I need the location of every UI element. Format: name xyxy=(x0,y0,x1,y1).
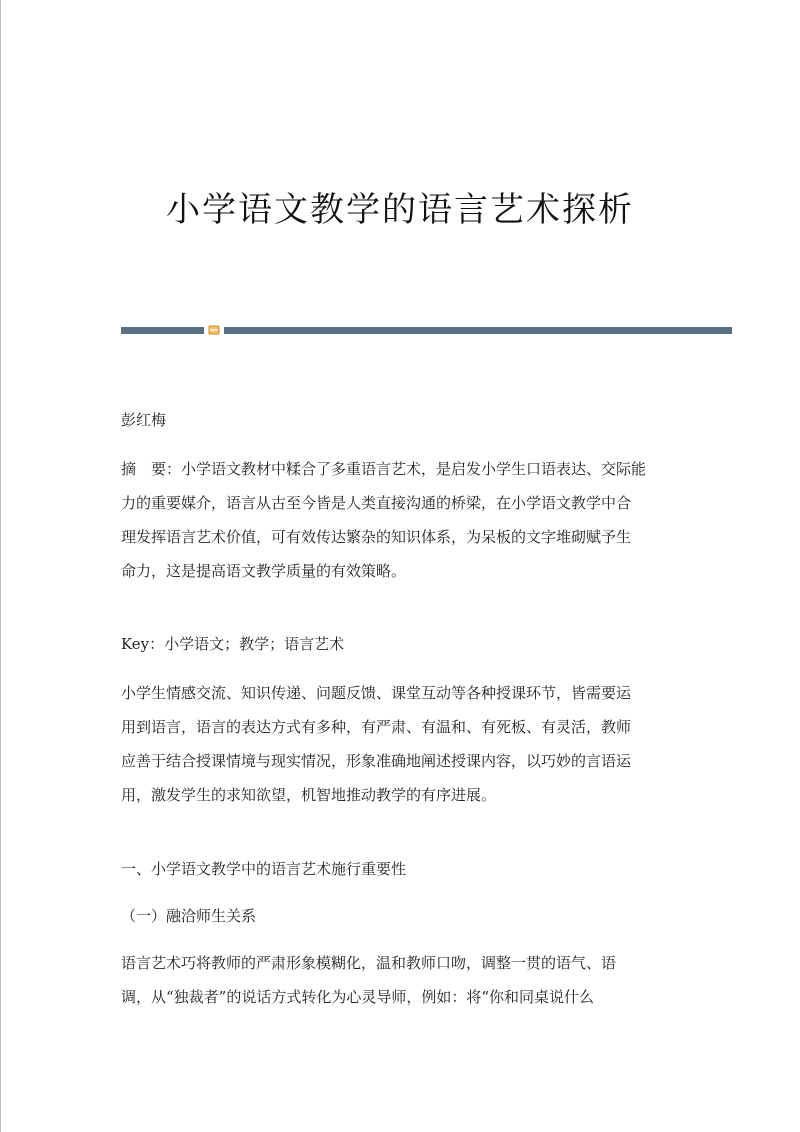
divider-ornament-icon xyxy=(208,324,220,336)
intro-paragraph xyxy=(121,676,661,812)
abstract-line: 力的重要媒介，语言从古至今皆是人类直接沟通的桥梁，在小学语文教学中合 xyxy=(121,494,632,512)
abstract-line: 摘 要：小学语文教材中糅合了多重语言艺术，是启发小学生口语表达、交际能 xyxy=(121,460,647,478)
author-name: 彭红梅 xyxy=(121,411,167,429)
body-line: 调，从“独裁者”的说话方式转化为心灵导师，例如：将“你和同桌说什么 xyxy=(121,988,595,1006)
section-heading: 一、小学语文教学中的语言艺术施行重要性 xyxy=(121,860,407,878)
body-line: 语言艺术巧将教师的严肃形象模糊化，温和教师口吻，调整一贯的语气、语 xyxy=(121,954,617,972)
abstract-line: 理发挥语言艺术价值，可有效传达繁杂的知识体系，为呆板的文字堆砌赋予生 xyxy=(121,528,632,546)
document-title: 小学语文教学的语言艺术探析 xyxy=(166,190,634,230)
divider-bar-left xyxy=(121,327,204,334)
keywords-line: Key：小学语文；教学；语言艺术 xyxy=(121,635,345,653)
intro-line: 小学生情感交流、知识传递、问题反馈、课堂互动等各种授课环节，皆需要运 xyxy=(121,684,632,702)
intro-line: 应善于结合授课情境与现实情况，形象准确地阐述授课内容，以巧妙的言语运 xyxy=(121,752,632,770)
abstract-paragraph xyxy=(121,452,661,588)
divider-bar-right xyxy=(224,327,732,334)
subsection-heading: （一）融洽师生关系 xyxy=(121,907,257,925)
intro-line: 用，激发学生的求知欲望，机智地推动教学的有序进展。 xyxy=(121,786,497,804)
body-paragraph xyxy=(121,946,661,1014)
abstract-line: 命力，这是提高语文教学质量的有效策略。 xyxy=(121,562,407,580)
intro-line: 用到语言，语言的表达方式有多种，有严肃、有温和、有死板、有灵活，教师 xyxy=(121,718,632,736)
title-divider xyxy=(121,324,732,336)
page-edge xyxy=(0,0,1,1132)
